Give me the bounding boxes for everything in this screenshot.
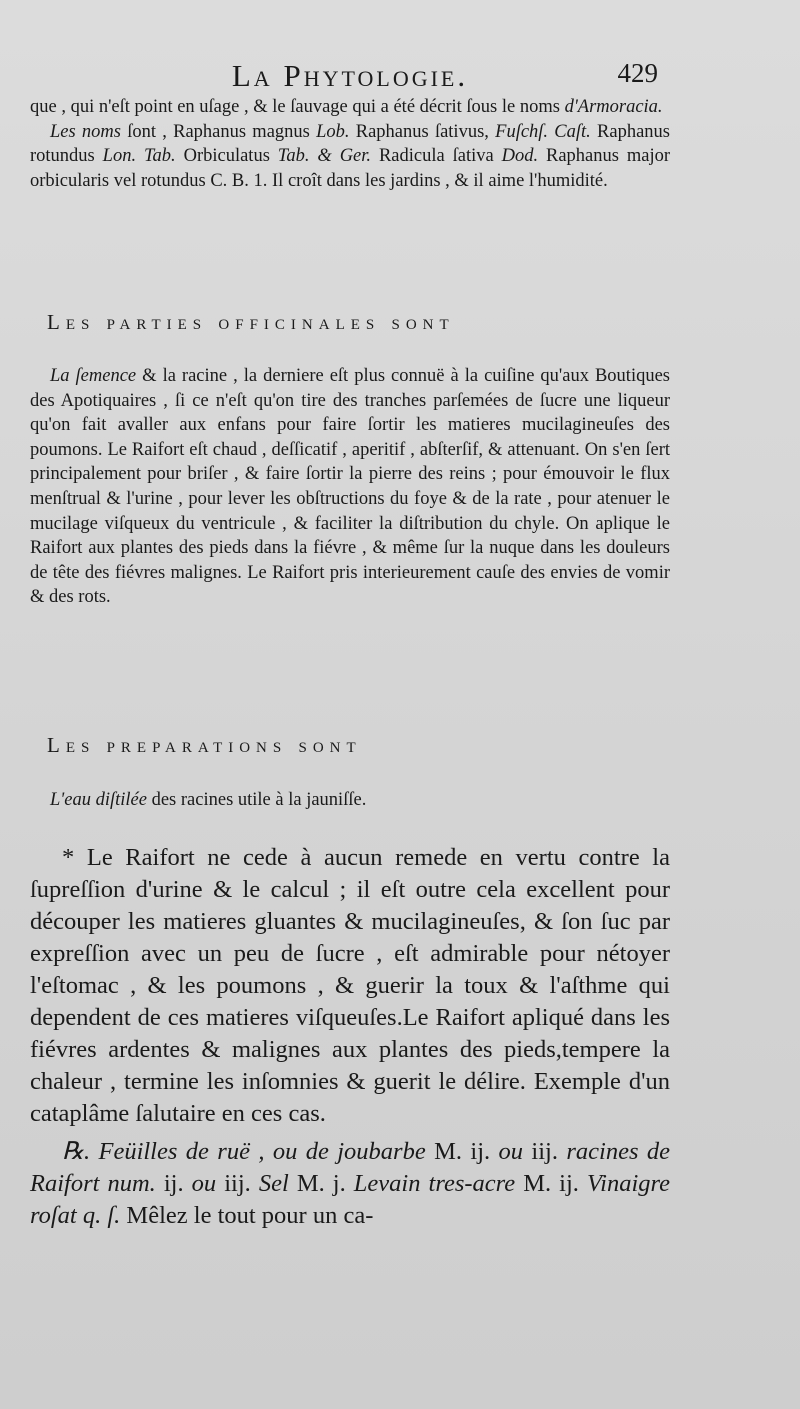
intro-block (30, 95, 670, 193)
noms-paragraph: Les noms ſont , Raphanus magnus Lob. Raphanus ſativus, Fuſchſ. Caſt. Raphanus rotundus Lon. Tab. Orbiculatus Tab. & Ger. Radicula ſativa Dod. Raphanus major orbicularis vel rotundus C. B. 1. Il croît dans les jardins , & il aime l'humidité. (30, 121, 670, 191)
officinales-block (30, 364, 670, 610)
preparations-paragraph: L'eau diſtilée des racines utile à la jauniſſe. (50, 790, 367, 810)
recipe-symbol: ℞. (62, 1138, 91, 1165)
recipe-paragraph: ℞. Feüilles de ruë , ou de joubarbe M. ij. ou iij. racines de Raifort num. ij. ou iij. Sel M. j. Levain tres-acre M. ij. Vinaigre roſat q. ſ. Mêlez le tout pour un ca- (30, 1138, 671, 1229)
intro-paragraph: que , qui n'eſt point en uſage , & le ſauvage qui a été décrit ſous le noms d'Armoracia. (30, 97, 663, 117)
note-block (30, 842, 670, 1232)
noms-label: Les noms (50, 121, 121, 142)
heading-preparations: Les preparations sont (47, 733, 362, 757)
preparations-block (30, 788, 670, 813)
officinales-paragraph: La ſemence & la racine , la derniere eſt plus connuë à la cuiſine qu'aux Boutiques des Apotiquaires , ſi ce n'eſt qu'on tire des tranches parſemées de ſucre une liqueur qu'on fait avaller aux enfans pour faire ſortir les matieres mucilagineuſes des poumons. Le Raifort eſt chaud , deſſicatif , aperitif , abſterſif, & attenuant. On s'en ſert principalement pour briſer , & faire ſortir la pierre des reins ; pour émouvoir le flux menſtrual & l'urine , pour lever les obſtructions du foye & de la rate , pour atenuer le mucilage viſqueux du ventricule , & faciliter la diſtribution du chyle. On aplique le Raifort aux plantes des pieds dans la fiévre , & même ſur la nuque dans les douleurs de tête des fiévres malignes. Le Raifort pris interieurement cauſe des envies de vomir & des rots. (30, 366, 670, 608)
running-title: La Phytologie. (231, 58, 469, 93)
page-number: 429 (617, 58, 658, 88)
heading-parties-officinales: Les parties officinales sont (47, 310, 455, 334)
note-paragraph: * Le Raifort ne cede à aucun remede en vertu contre la ſupreſſion d'urine & le calcul ; il eſt outre cela excellent pour découper les matieres gluantes & mucilagineuſes, & ſon ſuc par expreſſion avec un peu de ſucre , eſt admirable pour nétoyer l'eſtomac , & les poumons , & guerir la toux & l'aſthme qui dependent de ces matieres viſqueuſes.Le Raifort apliqué dans les fiévres ardentes & malignes aux plantes des pieds,tempere la chaleur , termine les inſomnies & guerit le délire. Exemple d'un cataplâme ſalutaire en ces cas. (30, 844, 670, 1127)
